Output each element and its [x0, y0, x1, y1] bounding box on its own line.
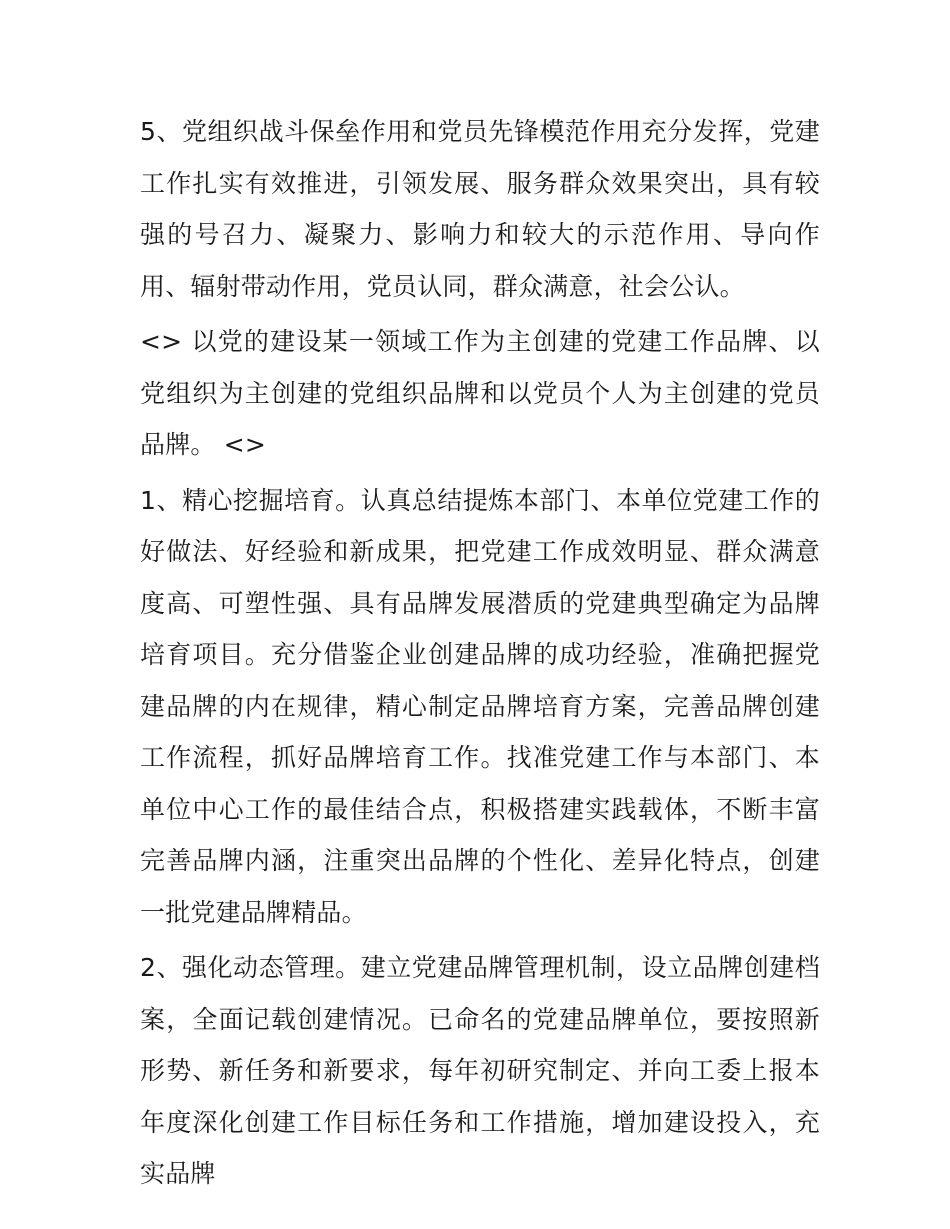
paragraph-measure-2-management: 2、强化动态管理。建立党建品牌管理机制，设立品牌创建档案，全面记载创建情况。已命名的党建品牌单位，要按照新形势、新任务和新要求，每年初研究制定、并向工委上报本年度深化创建工作目标任务和工作措施，增加建设投入，充实品牌: [140, 953, 820, 1188]
document-body: [140, 106, 820, 1204]
paragraph-standards-item-5: 5、党组织战斗保垒作用和党员先锋模范作用充分发挥，党建工作扎实有效推进，引领发展、服务群众效果突出，具有较强的号召力、凝聚力、影响力和较大的示范作用、导向作用、辐射带动作用，党员认同，群众满意，社会公认。: [140, 117, 820, 301]
paragraph-brand-types: <> 以党的建设某一领域工作为主创建的党建工作品牌、以党组织为主创建的党组织品牌和以党员个人为主创建的党员品牌。 <>: [140, 327, 820, 459]
paragraph-measure-1-cultivation: 1、精心挖掘培育。认真总结提炼本部门、本单位党建工作的好做法、好经验和新成果，把党建工作成效明显、群众满意度高、可塑性强、具有品牌发展潜质的党建典型确定为品牌培育项目。充分借鉴企业创建品牌的成功经验，准确把握党建品牌的内在规律，精心制定品牌培育方案，完善品牌创建工作流程，抓好品牌培育工作。找准党建工作与本部门、本单位中心工作的最佳结合点，积极搭建实践载体，不断丰富完善品牌内涵，注重突出品牌的个性化、差异化特点，创建一批党建品牌精品。: [140, 485, 820, 927]
